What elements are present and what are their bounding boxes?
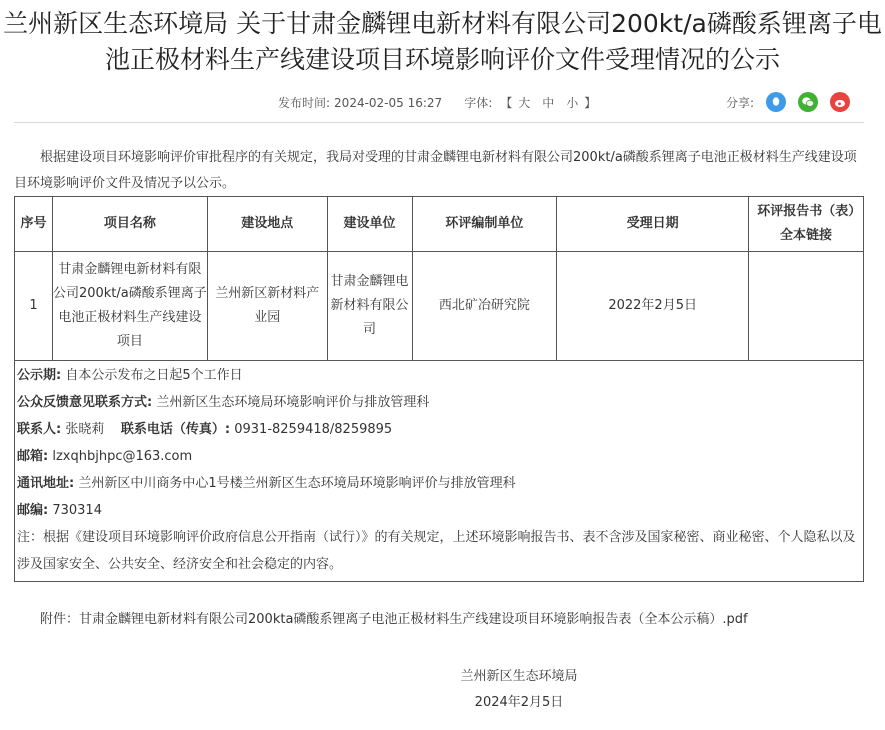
bracket-open: 【 [500, 96, 513, 110]
address-value: 兰州新区中川商务中心1号楼兰州新区生态环境局环境影响评价与排放管理科 [78, 476, 516, 491]
postcode-label: 邮编: [17, 503, 49, 518]
share-label: 分享: [726, 95, 755, 110]
cell-location: 兰州新区新材料产业园 [207, 252, 327, 361]
cell-link[interactable] [749, 252, 864, 361]
contact-line [17, 416, 861, 443]
bracket-close: 】 [584, 96, 597, 110]
article-meta [278, 94, 596, 111]
contact-label: 联系人: [17, 422, 62, 437]
header-eia-unit: 环评编制单位 [412, 197, 557, 252]
attachment-link[interactable]: 附件：甘肃金麟锂电新材料有限公司200kta磷酸系锂离子电池正极材料生产线建设项目环境影响报告表（全本公示稿）.pdf [40, 612, 748, 627]
divider [14, 122, 864, 123]
signature-org: 兰州新区生态环境局 [460, 669, 578, 684]
address-label: 通讯地址: [17, 476, 75, 491]
cell-builder: 甘肃金麟锂电新材料有限公司 [327, 252, 412, 361]
signature-block [453, 664, 585, 716]
info-row [15, 361, 864, 582]
wechat-icon[interactable] [798, 92, 818, 112]
contact-value: 张晓莉 [65, 422, 105, 437]
publish-label: 发布时间: [278, 96, 331, 110]
period-line [17, 362, 861, 389]
qq-icon[interactable] [766, 92, 786, 112]
cell-eia-unit: 西北矿冶研究院 [412, 252, 557, 361]
page-title: 兰州新区生态环境局 关于甘肃金麟锂电新材料有限公司200kt/a磷酸系锂离子电池正极材料生产线建设项目环境影响评价文件受理情况的公示 [3, 9, 882, 74]
header-location: 建设地点 [207, 197, 327, 252]
feedback-label: 公众反馈意见联系方式: [17, 395, 153, 410]
postcode-line [17, 497, 861, 524]
email-value: lzxqhbjhpc@163.com [52, 449, 193, 464]
publish-time: 2024-02-05 16:27 [334, 95, 443, 110]
phone-value: 0931-8259418/8259895 [234, 422, 393, 437]
header-no: 序号 [15, 197, 53, 252]
intro-paragraph: 根据建设项目环境影响评价审批程序的有关规定，我局对受理的甘肃金麟锂电新材料有限公司200kt/a磷酸系锂离子电池正极材料生产线建设项目环境影响评价文件及情况予以公示。 [14, 150, 857, 191]
cell-project: 甘肃金麟锂电新材料有限公司200kt/a磷酸系锂离子电池正极材料生产线建设项目 [52, 252, 207, 361]
cell-no: 1 [15, 252, 53, 361]
header-date: 受理日期 [557, 197, 749, 252]
cell-date: 2022年2月5日 [557, 252, 749, 361]
phone-label: 联系电话（传真）: [120, 422, 231, 437]
period-value: 自本公示发布之日起5个工作日 [65, 368, 243, 383]
info-cell [15, 361, 864, 582]
header-project: 项目名称 [52, 197, 207, 252]
font-medium-button[interactable]: 中 [542, 96, 555, 110]
font-size-label: 字体: [464, 96, 493, 110]
email-label: 邮箱: [17, 449, 49, 464]
period-label: 公示期: [17, 368, 62, 383]
note-line: 注：根据《建设项目环境影响评价政府信息公开指南（试行）》的有关规定，上述环境影响报告书、表不含涉及国家秘密、商业秘密、个人隐私以及涉及国家安全、公共安全、经济安全和社会稳定的内容。 [17, 530, 856, 572]
feedback-line [17, 389, 861, 416]
font-large-button[interactable]: 大 [518, 96, 531, 110]
signature-date: 2024年2月5日 [474, 695, 564, 710]
email-line [17, 443, 861, 470]
table-header-row [15, 197, 864, 252]
postcode-value: 730314 [52, 503, 102, 518]
header-builder: 建设单位 [327, 197, 412, 252]
font-small-button[interactable]: 小 [566, 96, 579, 110]
feedback-value: 兰州新区生态环境局环境影响评价与排放管理科 [156, 395, 430, 410]
project-table [14, 196, 864, 582]
table-row [15, 252, 864, 361]
address-line [17, 470, 861, 497]
share-bar [726, 92, 850, 112]
header-link: 环评报告书（表）全本链接 [749, 197, 864, 252]
weibo-icon[interactable] [830, 92, 850, 112]
